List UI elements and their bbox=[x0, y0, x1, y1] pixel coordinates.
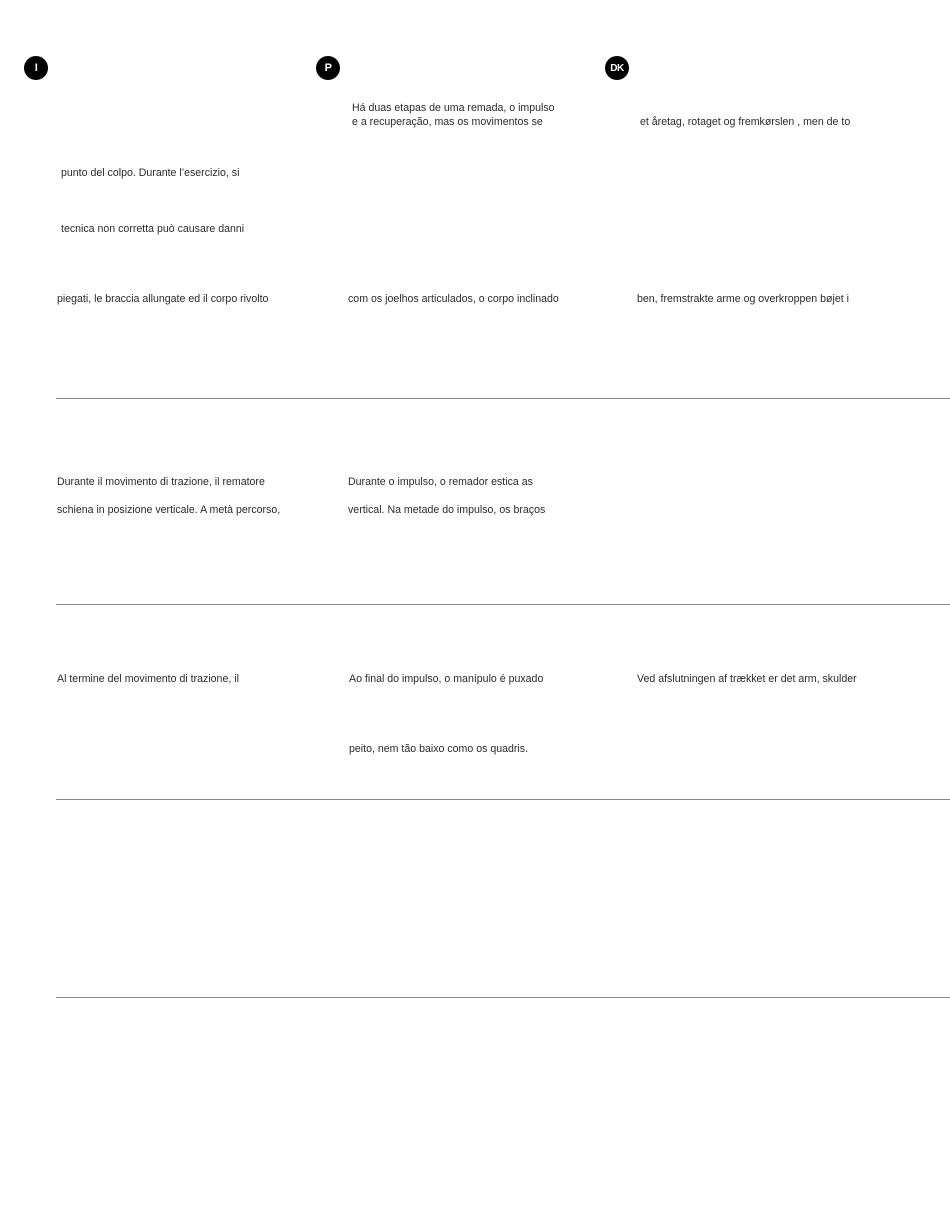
portuguese-drive-line-1: Durante o impulso, o remador estica as bbox=[348, 476, 533, 488]
danish-finish-text: Ved afslutningen af trækket er det arm, skulder bbox=[637, 673, 857, 685]
italian-finish-text: Al termine del movimento di trazione, il bbox=[57, 673, 239, 685]
portuguese-intro-line-2: e a recuperação, mas os movimentos se bbox=[352, 116, 543, 128]
italian-catch-text: piegati, le braccia allungate ed il corpo rivolto bbox=[57, 293, 269, 305]
portuguese-catch-text: com os joelhos articulados, o corpo inclinado bbox=[348, 293, 559, 305]
section-divider-1 bbox=[56, 398, 950, 399]
portuguese-finish-line-1: Ao final do impulso, o manípulo é puxado bbox=[349, 673, 544, 685]
danish-catch-text: ben, fremstrakte arme og overkroppen bøjet i bbox=[637, 293, 849, 305]
portuguese-drive-line-2: vertical. Na metade do impulso, os braços bbox=[348, 504, 546, 516]
language-badge-italian: I bbox=[24, 56, 48, 80]
section-divider-4 bbox=[56, 997, 950, 998]
section-divider-3 bbox=[56, 799, 950, 800]
portuguese-intro-line-1: Há duas etapas de uma remada, o impulso bbox=[352, 102, 555, 114]
italian-intro-line-1: punto del colpo. Durante l’esercizio, si bbox=[61, 167, 240, 179]
italian-drive-line-2: schiena in posizione verticale. A metà percorso, bbox=[57, 504, 281, 516]
section-divider-2 bbox=[56, 604, 950, 605]
italian-intro-line-2: tecnica non corretta può causare danni bbox=[61, 223, 245, 235]
language-badge-portuguese: P bbox=[316, 56, 340, 80]
italian-drive-line-1: Durante il movimento di trazione, il rematore bbox=[57, 476, 265, 488]
danish-intro-line-1: et åretag, rotaget og fremkørslen , men de to bbox=[640, 116, 851, 128]
portuguese-finish-line-2: peito, nem tão baixo como os quadris. bbox=[349, 743, 529, 755]
language-badge-danish: DK bbox=[605, 56, 629, 80]
